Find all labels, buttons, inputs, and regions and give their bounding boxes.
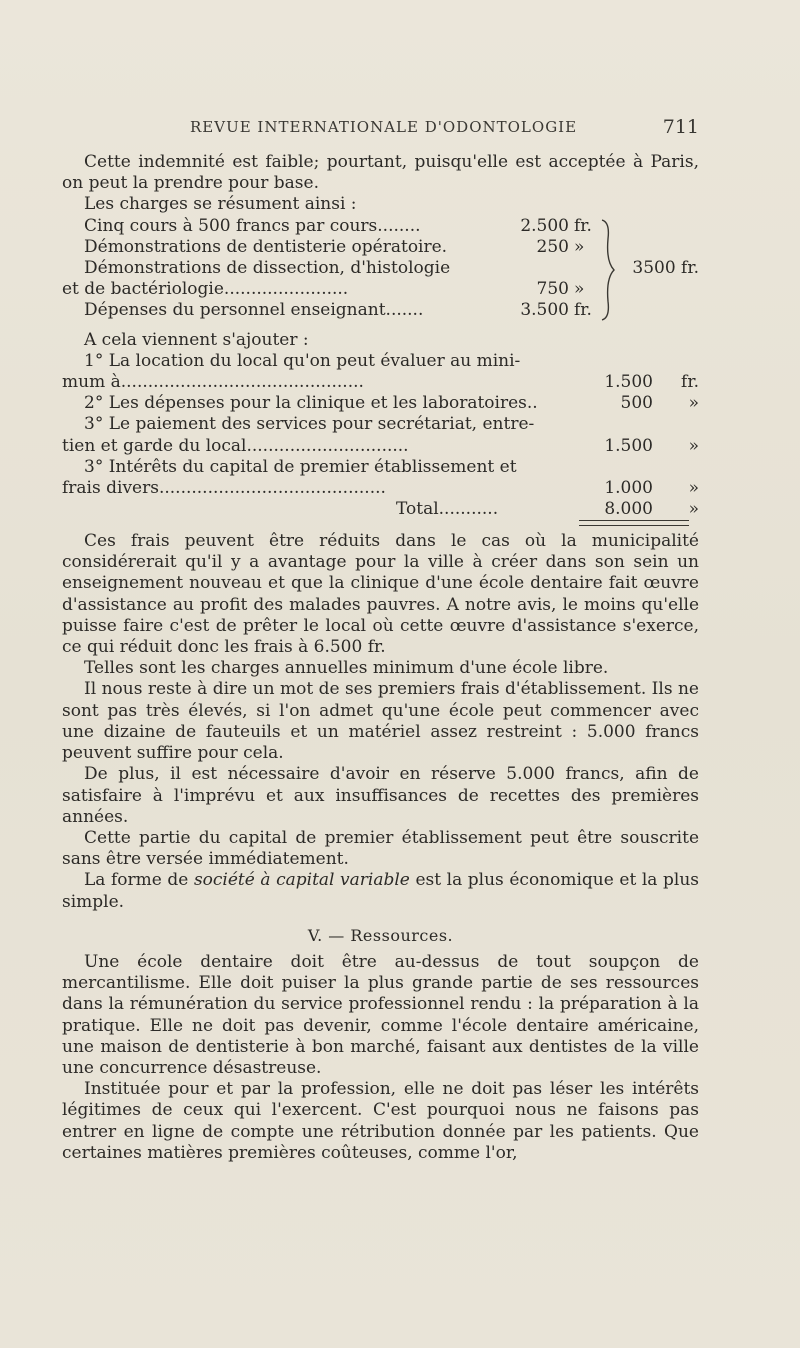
addition-row <box>62 436 699 457</box>
charge-unit: » <box>574 279 585 300</box>
addition-unit: » <box>688 435 699 456</box>
charge-amount: 3.500 <box>520 300 569 321</box>
body-text <box>62 152 699 1164</box>
addition-amount: 1.500 <box>604 371 653 392</box>
paragraph: De plus, il est nécessaire d'avoir en réserve 5.000 francs, afin de satisfaire à l'imprévu et aux insuffisances de recettes des premières années. <box>62 764 699 827</box>
charge-unit: fr. <box>574 215 592 236</box>
paragraph: Cette partie du capital de premier établissement peut être souscrite sans être versée immédiatement. <box>62 827 699 870</box>
addition-text: 2° Les dépenses pour la clinique et les laboratoires.. <box>84 393 538 414</box>
page-header <box>62 116 699 142</box>
charge-amount: 2.500 <box>520 215 569 236</box>
brace-icon <box>600 218 620 322</box>
addition-text: 3° Le paiement des services pour secrétariat, entre- <box>84 414 535 435</box>
charges-subtotal: 3500 fr. <box>632 257 699 278</box>
addition-unit: » <box>688 477 699 498</box>
addition-line <box>62 351 699 372</box>
italic-phrase: société à capital variable <box>193 870 410 891</box>
addition-amount: 1.500 <box>604 435 653 456</box>
addition-row <box>62 478 699 499</box>
addition-text: mum à............................................. <box>62 371 364 392</box>
paragraph: Cette indemnité est faible; pourtant, puisqu'elle est acceptée à Paris, on peut la prendre pour base. <box>62 152 699 194</box>
total-rule <box>579 520 689 526</box>
charges-intro: Les charges se résument ainsi : <box>84 194 357 215</box>
addition-amount: 500 <box>620 393 653 414</box>
total-amount: 8.000 <box>604 499 653 520</box>
addition-amount: 1.000 <box>604 477 653 498</box>
addition-unit: fr. <box>681 371 699 392</box>
total-unit: » <box>688 499 699 520</box>
total-label: Total........... <box>396 499 499 520</box>
addition-line <box>62 457 699 478</box>
charge-label: Démonstrations de dissection, d'histologie <box>84 257 451 278</box>
charge-amount: 750 <box>536 279 569 300</box>
paragraph: Ces frais peuvent être réduits dans le cas où la municipalité considérerait qu'il y a avantage pour la ville à créer dans son sein un enseignement nouveau et que la clinique d'une école dentaire fait œuvre d'assistance au profit des malades pauvres. A notre avis, le moins qu'elle puisse faire c'est de prêter le local où cette œuvre d'assistance s'exerce, ce qui réduit donc les frais à 6.500 fr. <box>62 531 699 658</box>
charges-table <box>62 216 699 322</box>
addition-row <box>62 393 699 414</box>
charge-unit: » <box>574 236 585 257</box>
paragraph-text: La forme de <box>84 870 194 891</box>
section-title: V. — Ressources. <box>307 925 454 945</box>
paragraph-text: est la plus économique et la plus simple. <box>62 870 699 912</box>
charge-amount: 250 <box>536 236 569 257</box>
paragraph: Une école dentaire doit être au-dessus de tout soupçon de mercantilisme. Elle doit puiser la plus grande partie de ses ressources dans la rémunération du service professionnel rendu : la préparation à la pratique. Elle ne doit pas devenir, comme l'école dentaire américaine, une maison de dentisterie à bon marché, faisant aux dentistes de la ville une concurrence désastreuse. <box>62 951 699 1078</box>
additions-list <box>62 351 699 531</box>
additions-intro: A cela viennent s'ajouter : <box>84 329 309 350</box>
addition-unit: » <box>688 393 699 414</box>
charge-label: Cinq cours à 500 francs par cours........ <box>84 215 421 236</box>
addition-text: 3° Intérêts du capital de premier établissement et <box>84 456 517 477</box>
paragraph <box>62 870 699 912</box>
running-title: REVUE INTERNATIONALE D'ODONTOLOGIE <box>190 118 578 136</box>
addition-text: tien et garde du local.............................. <box>62 435 409 456</box>
addition-row <box>62 372 699 393</box>
paragraph: Telles sont les charges annuelles minimum d'une école libre. <box>84 658 609 679</box>
addition-text: frais divers.......................................... <box>62 477 386 498</box>
paragraph: Instituée pour et par la profession, elle ne doit pas léser les intérêts légitimes de ceux qui l'exercent. C'est pourquoi nous ne faisons pas entrer en ligne de compte une rétribution donnée par les patients. Que certaines matières premières coûteuses, comme l'or, <box>62 1079 699 1163</box>
charge-unit: fr. <box>574 300 592 321</box>
addition-line <box>62 414 699 435</box>
addition-text: 1° La location du local qu'on peut évaluer au mini- <box>84 350 521 371</box>
charge-label: Dépenses du personnel enseignant....... <box>84 300 424 321</box>
charge-label: et de bactériologie....................... <box>62 279 349 300</box>
paragraph: Il nous reste à dire un mot de ses premiers frais d'établissement. Ils ne sont pas très élevés, si l'on admet qu'une école peut commencer avec une dizaine de fauteuils et un matériel assez restreint : 5.000 francs peuvent suffire pour cela. <box>62 679 699 764</box>
page-number: 711 <box>662 116 699 138</box>
charge-label: Démonstrations de dentisterie opératoire. <box>84 236 448 257</box>
